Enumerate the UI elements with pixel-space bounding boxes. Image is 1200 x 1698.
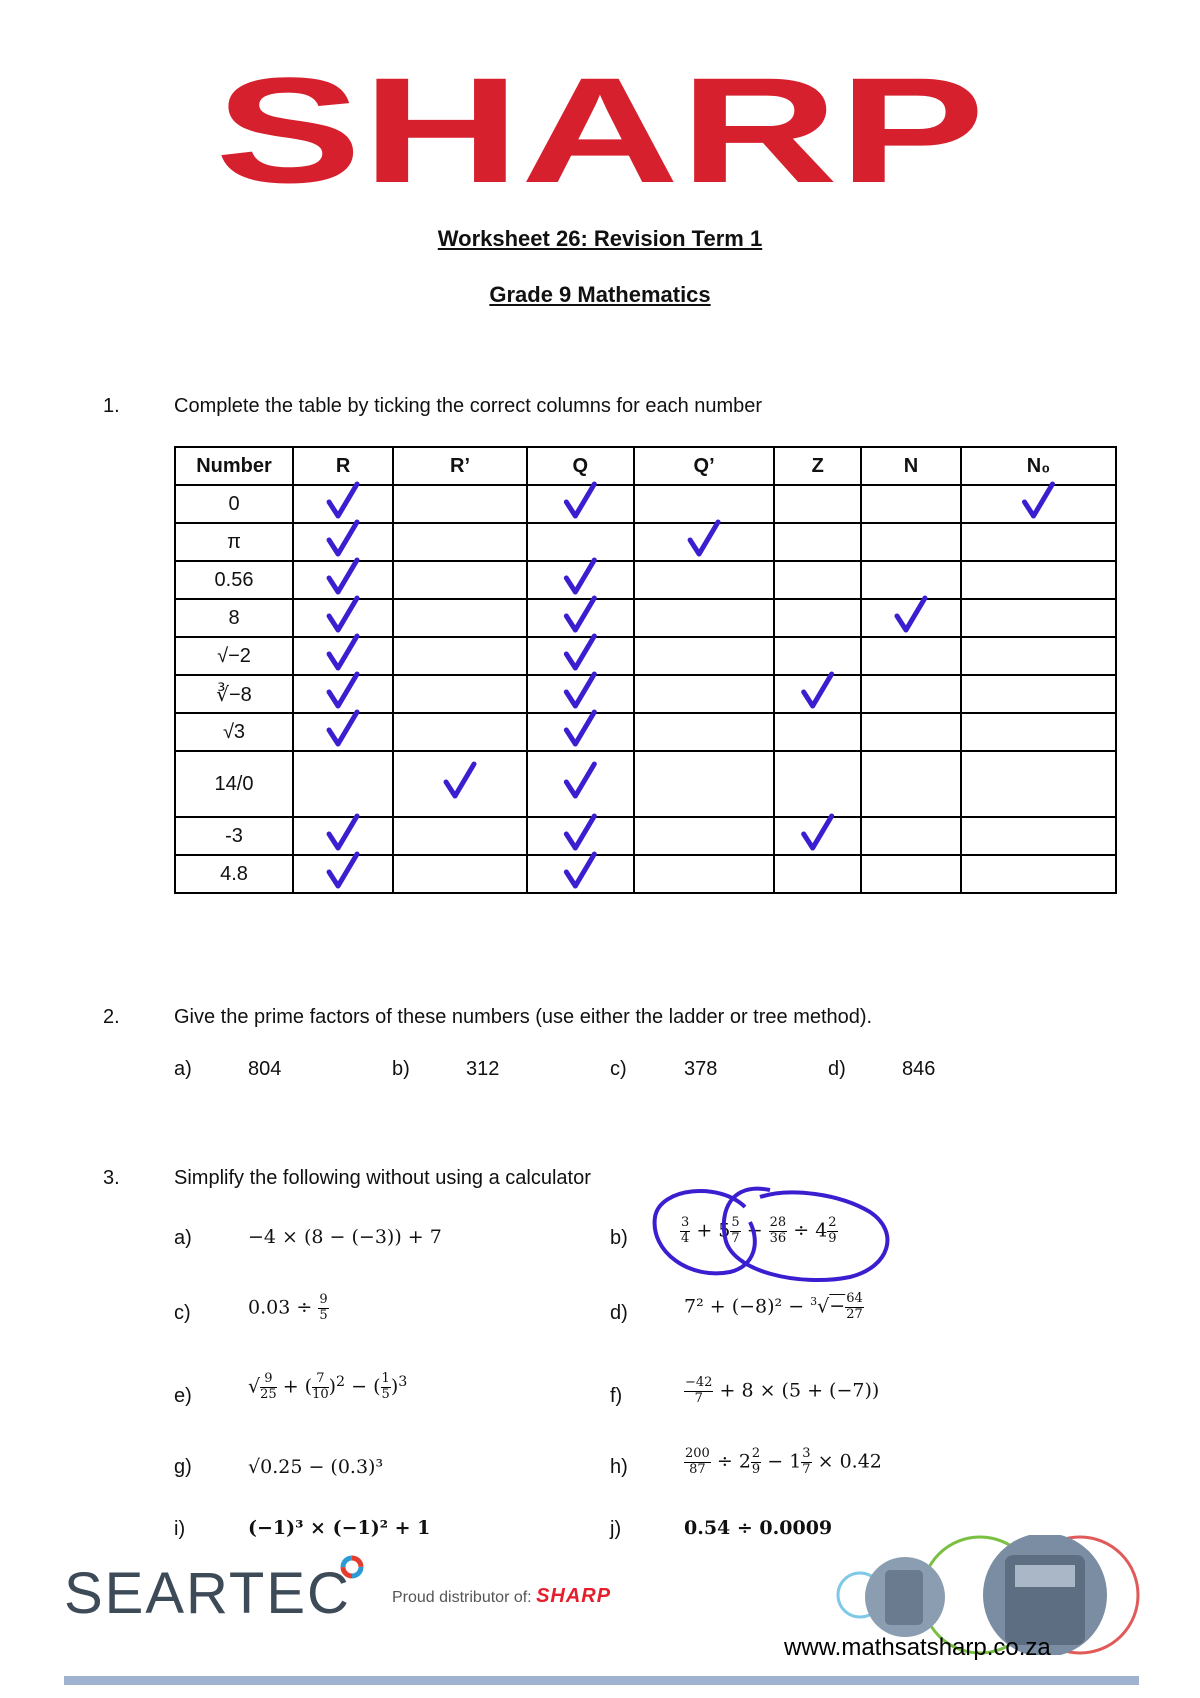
row-number: ∛−8 (175, 675, 293, 713)
q3-label-i: i) (174, 1518, 186, 1540)
q3-label-b: b) (610, 1227, 628, 1249)
number-classification-table (174, 446, 1117, 894)
sharp-logo-text: SHARP (215, 70, 985, 190)
table-row (175, 561, 1116, 599)
row-number: √−2 (175, 637, 293, 675)
distributor-tagline (392, 1585, 611, 1608)
col-header: Number (175, 447, 293, 485)
q3-expr-i: (−1)³ × (−1)² + 1 (248, 1517, 431, 1539)
q3-label-a: a) (174, 1227, 192, 1249)
q1-text: Complete the table by ticking the correct columns for each number (174, 395, 763, 417)
q2-label-d: d) (828, 1058, 846, 1080)
sharp-logo (210, 70, 990, 190)
q3-expr-j: 0.54 ÷ 0.0009 (684, 1517, 833, 1539)
q1-number: 1. (103, 395, 120, 417)
col-header: Q (527, 447, 634, 485)
q3-expr-b: $\frac{3}{4}$ + 5 $\frac{5}{7}$ − $\frac{28}{36}$ ÷ 4 $\frac{2}{9}$ (681, 1215, 837, 1246)
table-row (175, 599, 1116, 637)
table-row (175, 855, 1116, 893)
tagline-text: Proud distributor of: (392, 1589, 532, 1606)
q3-label-c: c) (174, 1302, 191, 1324)
table-row (175, 485, 1116, 523)
row-number: 8 (175, 599, 293, 637)
q3-label-f: f) (610, 1385, 623, 1407)
q2-value-c: 378 (684, 1058, 718, 1080)
q2-number: 2. (103, 1006, 120, 1028)
q3-expr-d-left: 7² + (−8)² − (684, 1295, 805, 1318)
table-row (175, 637, 1116, 675)
q2-value-a: 804 (248, 1058, 282, 1080)
q3-text: Simplify the following without using a calculator (174, 1167, 591, 1189)
table-row (175, 523, 1116, 561)
q3-label-g: g) (174, 1456, 192, 1478)
row-number: 14/0 (175, 751, 293, 817)
q3-label-e: e) (174, 1385, 192, 1407)
q2-label-a: a) (174, 1058, 192, 1080)
tagline-brand: SHARP (536, 1585, 612, 1607)
table-row (175, 675, 1116, 713)
table-row (175, 751, 1116, 817)
row-number: 4.8 (175, 855, 293, 893)
row-number: -3 (175, 817, 293, 855)
col-header: Q’ (634, 447, 775, 485)
seartec-logo-mark-icon (338, 1553, 366, 1581)
q3-expr-g: √0.25 − (0.3)³ (248, 1456, 384, 1478)
q3-label-d: d) (610, 1302, 628, 1324)
q3-expr-c: 0.03 ÷ $\frac{9}{5}$ (248, 1292, 328, 1323)
q2-label-c: c) (610, 1058, 627, 1080)
q3-expr-a: −4 × (8 − (−3)) + 7 (248, 1226, 442, 1248)
q3-label-h: h) (610, 1456, 628, 1478)
q3-expr-f-tail: + 8 × (5 + (−7)) (719, 1379, 880, 1402)
table-header-row (175, 447, 1116, 485)
worksheet-subtitle: Grade 9 Mathematics (489, 282, 711, 307)
seartec-logo: SEARTEC (64, 1561, 351, 1626)
q3-expr-e: √ $\frac{9}{25}$ + ( $\frac{7}{10}$ )$^2$ − ( $\frac{1}{5}$ )$^3$ (248, 1371, 408, 1402)
row-number: 0 (175, 485, 293, 523)
q3-number: 3. (103, 1167, 120, 1189)
q3-label-j: j) (610, 1518, 622, 1540)
q2-value-b: 312 (466, 1058, 500, 1080)
website-url: www.mathsatsharp.co.za (784, 1634, 1051, 1661)
q2-text: Give the prime factors of these numbers (use either the ladder or tree method). (174, 1006, 873, 1028)
col-header: R (293, 447, 393, 485)
col-header: N (861, 447, 961, 485)
q2-label-b: b) (392, 1058, 410, 1080)
row-number: 0.56 (175, 561, 293, 599)
col-header: Z (774, 447, 861, 485)
table-row (175, 817, 1116, 855)
worksheet-title: Worksheet 26: Revision Term 1 (437, 226, 763, 251)
row-number: √3 (175, 713, 293, 751)
q2-value-d: 846 (902, 1058, 936, 1080)
col-header: N₀ (961, 447, 1116, 485)
handwritten-circles (650, 1182, 900, 1292)
table-row (175, 713, 1116, 751)
q3-expr-c-left: 0.03 ÷ (248, 1296, 313, 1319)
row-number: π (175, 523, 293, 561)
footer-divider (64, 1676, 1139, 1685)
q3-expr-h: $\frac{200}{87}$ ÷ 2 $\frac{2}{9}$ − 1 $\frac{3}{7}$ × 0.42 (685, 1446, 882, 1477)
q3-expr-f: $\frac{-42}{7}$ + 8 × (5 + (−7)) (685, 1375, 880, 1406)
col-header: R’ (393, 447, 527, 485)
q3-expr-d: 7² + (−8)² − $^3$√− $\frac{64}{27}$ (684, 1291, 863, 1322)
